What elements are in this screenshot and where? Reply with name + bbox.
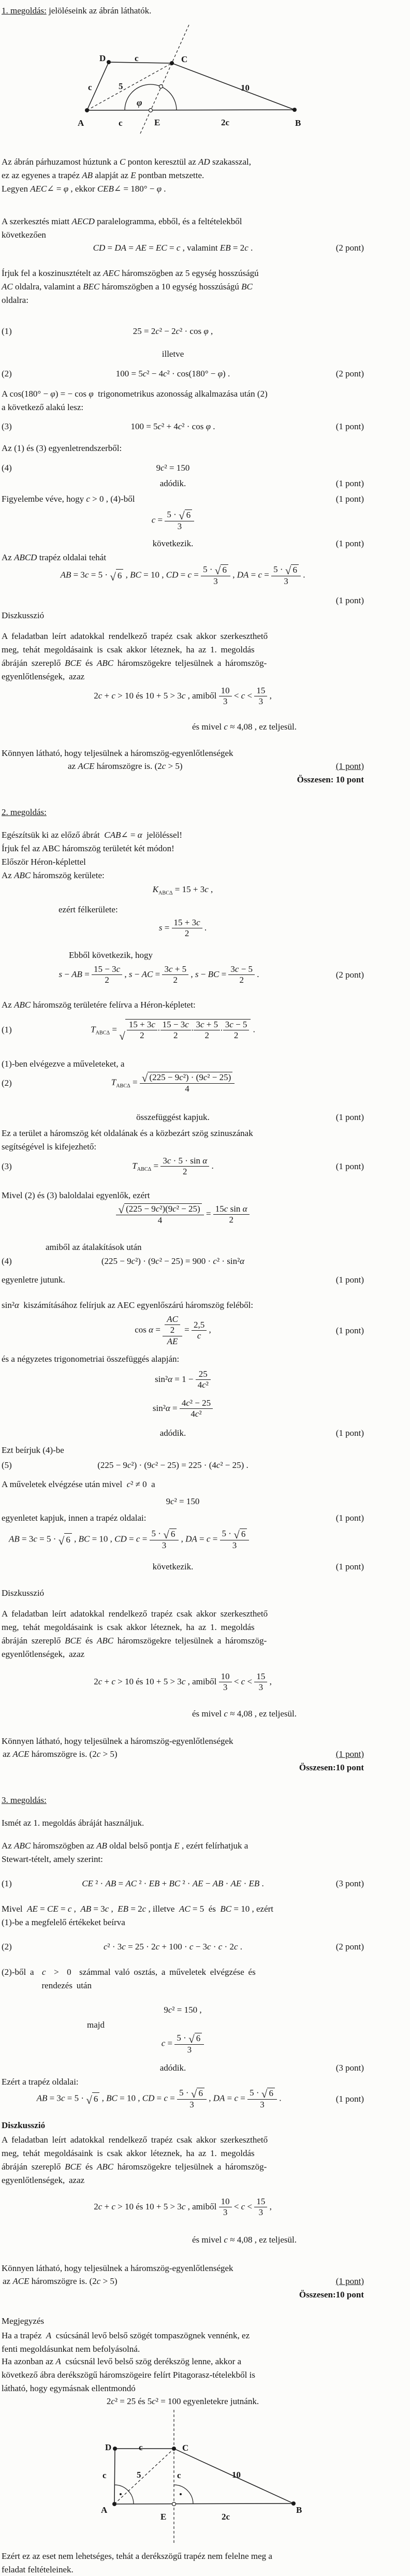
points-badge: (1 pont): [335, 1562, 364, 1571]
equation: 2c² = 25 és 5c² = 100 egyenletekre jutnánk.: [106, 2396, 259, 2406]
label-c-top: c: [135, 53, 139, 63]
equation: 25 = 2c² − 2c² · cos φ ,: [133, 326, 213, 336]
statement-row: [2, 493, 364, 505]
label-10: 10: [241, 83, 250, 93]
points-badge: (1 pont): [335, 1112, 364, 1122]
equation-number: (2): [2, 1942, 12, 1952]
paragraph: Ez a terület a háromszög két oldalának és a közbezárt szög szinuszának segítségével is kifejezhető:: [2, 1128, 253, 1152]
equation-number: (1): [2, 1025, 12, 1035]
vertex-dot-c: [170, 61, 174, 65]
paragraph: A feladatban leírt adatokkal rendelkező trapéz csak akkor szerkeszthető meg, tehát megoldásaink is csak akkor léteznek, ha az 1. megoldás ábráján szereplő BCE és ABC háromszögekre teljesülnek a háromszög- egyenlőtlenségek, azaz: [2, 2135, 268, 2185]
statement-row: [2, 760, 364, 773]
points-row: [2, 594, 364, 607]
points-badge: (2 pont): [335, 243, 364, 253]
label-5: 5: [137, 2470, 141, 2480]
result-word: következik.: [152, 539, 194, 548]
equation-row: [2, 1019, 364, 1041]
paragraph: Írjuk fel az ABC háromszög területét két módon!: [2, 843, 174, 853]
points-badge: (1 pont): [335, 494, 364, 504]
connector-word: illetve: [162, 349, 184, 359]
paragraph: Könnyen látható, hogy teljesülnek a háromszög-egyenlőtlenségek: [2, 2263, 233, 2273]
total-points: Összesen:10 pont: [299, 1763, 364, 1772]
remark-heading: Megjegyzés: [2, 2316, 45, 2326]
points-badge: (1 pont): [335, 1161, 364, 1171]
vertex-dot-a: [85, 108, 89, 112]
statement: Figyelembe véve, hogy c > 0 , (4)-ből: [2, 494, 135, 504]
equation-row: [2, 1369, 364, 1391]
equation-row: [2, 1255, 364, 1268]
label-5: 5: [119, 81, 123, 91]
statement: egyenletet kapjuk, innen a trapéz oldalai:: [2, 1513, 147, 1523]
equation: 9c² = 150 ,: [164, 2005, 202, 2015]
result-word: következik.: [152, 1562, 194, 1571]
paragraph: Könnyen látható, hogy teljesülnek a háromszög-egyenlőtlenségek: [2, 1736, 233, 1746]
equation-number: (3): [2, 1161, 12, 1171]
paragraph: Először Héron-képlettel: [2, 857, 86, 867]
equation: 100 = 5c² + 4c² · cos φ .: [130, 421, 215, 431]
statement: és mivel c ≈ 4,08 , ez teljesül.: [192, 1709, 297, 1719]
equation: AB = 3c = 5 · √ 6 , BC = 10 , CD = c = 5 · √ 6 3 , DA = c = 5 · √ 6 3 .: [36, 2087, 282, 2109]
paragraph: Egészítsük ki az előző ábrát CAB∠ = α jelöléssel!: [2, 830, 183, 840]
equation-row: [2, 1529, 364, 1551]
paragraph: Mivel (2) és (3) baloldalai egyenlők, ezért: [2, 1190, 150, 1200]
equation-row: [2, 510, 364, 532]
points-badge: (1 pont): [335, 595, 364, 605]
label-c-vertex: C: [182, 2443, 189, 2453]
point-e-marker: [149, 109, 153, 112]
statement: az ACE háromszögre is. (2c > 5): [68, 761, 183, 771]
label-e: E: [160, 2512, 167, 2522]
points-badge: (1 pont): [335, 478, 364, 488]
label-b: B: [295, 118, 301, 128]
statement: az ACE háromszögre is. (2c > 5): [3, 1749, 118, 1759]
equation-number: (5): [2, 1460, 12, 1470]
equation-row: [2, 1459, 364, 1472]
points-badge: (2 pont): [335, 1942, 364, 1952]
equation: s = $\frac{15 + 3c}{2}$ .: [158, 918, 207, 939]
points-badge: (3 pont): [335, 2063, 364, 2073]
paragraph: és a négyzetes trigonometriai összefüggés alapján:: [2, 1354, 180, 1364]
points-badge: (1 pont): [335, 421, 364, 431]
points-badge: (3 pont): [335, 1879, 364, 1888]
statement: és mivel c ≈ 4,08 , ez teljesül.: [192, 2235, 297, 2245]
statement-row: [2, 1512, 364, 1524]
equation-row: [2, 462, 364, 474]
trapezoid-diagram-1: [0, 19, 410, 138]
connector-row: [2, 348, 364, 360]
points-badge: (1 pont): [335, 2276, 364, 2286]
inequality: 2c + c > 10 és 10 + 5 > 3c , amiből $\frac{10}{3}$ < c < $\frac{15}{3}$ ,: [94, 1671, 272, 1693]
paragraph: Az ábrán párhuzamost húztunk a C ponton keresztül az AD szakasszal, ez az egyenes a trapéz AB alapját az E pontban metszette.: [2, 157, 252, 180]
equation: CE ² · AB = AC ² · EB + BC ² · AE − AB · AE · EB .: [82, 1879, 264, 1888]
points-badge: (2 pont): [335, 369, 364, 379]
result-row: [2, 477, 364, 490]
points-badge: (1 pont): [335, 1325, 364, 1335]
paragraph: Ismét az 1. megoldás ábráját használjuk.: [2, 1818, 144, 1828]
equation-row: [2, 368, 364, 380]
vertex-dot-c: [172, 2447, 176, 2451]
right-angle-dot-a: [120, 2493, 122, 2495]
points-badge: (1 pont): [335, 1275, 364, 1285]
paragraph: A feladatban leírt adatokkal rendelkező trapéz csak akkor szerkeszthető meg, tehát megoldásaink is csak akkor léteznek, ha az 1. megoldás ábráján szereplő BCE és ABC háromszögekre teljesülnek a háromszög- egyenlőtlenségek, azaz: [2, 631, 268, 681]
points-badge: (1 pont): [335, 2093, 364, 2104]
diagonal-ac-dashed: [114, 2449, 174, 2504]
point-e-marker: [172, 2502, 176, 2506]
equation-number: (1): [2, 1879, 12, 1888]
equation-row: [2, 2088, 364, 2110]
solution1-heading-label: 1. megoldás:: [2, 6, 47, 16]
paragraph: Ebből következik, hogy: [69, 950, 153, 960]
label-2c: 2c: [222, 2512, 230, 2522]
label-e: E: [154, 118, 160, 127]
result-row: [2, 1561, 364, 1573]
statement-row: [2, 1748, 364, 1760]
vertex-dot-d: [107, 60, 111, 64]
equation: (225 − 9c²) · (9c² − 25) = 225 · (4c² − 25) .: [97, 1460, 248, 1470]
solution3-heading-label: 3. megoldás:: [2, 1795, 47, 1805]
equation: c² · 3c = 25 · 2c + 100 · c − 3c · c · 2c .: [103, 1942, 243, 1952]
equation-row: [2, 564, 364, 587]
discussion-heading: Diszkusszió: [2, 610, 45, 620]
angle-arc-phi: [125, 84, 177, 110]
equation: AB = 3c = 5 · √ 6 , BC = 10 , CD = c = 5 · √ 6 3 , DA = c = 5 · √ 6 3 .: [60, 564, 305, 586]
solution2-heading-label: 2. megoldás:: [2, 807, 47, 817]
paragraph: A szerkesztés miatt AECD paralelogramma, ebből, és a feltételekből következően: [2, 216, 242, 240]
statement: és mivel c ≈ 4,08 , ez teljesül.: [192, 722, 297, 732]
inequality: 2c + c > 10 és 10 + 5 > 3c , amiből $\frac{10}{3}$ < c < $\frac{15}{3}$ ,: [94, 2196, 272, 2218]
solution1-heading-rest: jelöléseink az ábrán láthatók.: [46, 6, 152, 16]
label-phi: φ: [137, 97, 142, 108]
paragraph: Legyen AEC∠ = φ , ekkor CEB∠ = 180° − φ .: [2, 184, 166, 194]
paragraph: Az ABC háromszög területére felírva a Héron-képletet:: [2, 1000, 196, 1010]
equation: $K_{ABC\Delta} = 15 + 3c$ ,: [152, 884, 213, 896]
points-badge: (2 pont): [335, 969, 364, 980]
equation: 9c² = 150: [156, 463, 190, 473]
inequality-row: [2, 686, 364, 707]
statement-row: [2, 1274, 364, 1286]
paragraph: Az ABC háromszögben az AB oldal belső pontja E , ezért felírhatjuk a Stewart-tételt, amely szerint:: [2, 1841, 248, 1864]
equation-number: (1): [2, 326, 12, 336]
right-angle-arc-e: [174, 2485, 193, 2504]
label-c-vertex: C: [181, 54, 188, 64]
label-b: B: [296, 2505, 302, 2515]
equation: (225 − 9c²) · (9c² − 25) = 900 · c² · sin²α: [101, 1256, 245, 1266]
paragraph: Mivel AE = CE = c , AB = 3c , EB = 2c , illetve AC = 5 és BC = 10 , ezért (1)-be a megfelelő értékeket beírva: [2, 1904, 274, 1927]
inequality-row: [2, 2196, 364, 2218]
statement: egyenletre jutunk.: [2, 1275, 65, 1285]
equation-number: (4): [2, 1256, 12, 1266]
statement-row: [2, 2234, 364, 2246]
equation-row: [2, 1941, 364, 1953]
label-c-mid: c: [177, 2470, 181, 2480]
solution2-heading: [2, 806, 364, 819]
paragraph: A feladatban leírt adatokkal rendelkező trapéz csak akkor szerkeszthető meg, tehát megoldásaink is csak akkor léteznek, ha az 1. megoldás ábráján szereplő BCE és ABC háromszögekre teljesülnek a háromszög- egyenlőtlenségek, azaz: [2, 1609, 268, 1659]
paragraph: Ezért a trapéz oldalai:: [2, 2077, 79, 2087]
solution1-heading: [2, 4, 364, 17]
equation: cos α = $\frac{\frac{AC}{2}}{AE}$ = $\frac{2,5}{c}$ ,: [135, 1314, 211, 1346]
label-d: D: [99, 53, 106, 63]
vertex-dot-a: [112, 2502, 116, 2506]
equation: c = 5 · √ 6 3: [30, 510, 316, 532]
statement-row: [2, 2275, 364, 2288]
equation-row: [2, 2395, 364, 2408]
paragraph: (2)-ből a c > 0 számmal való osztás, a műveletek elvégzése és rendezés után: [2, 1967, 256, 1990]
equation: $T_{ABC\Delta}$ = $\frac{\text{3c · 5 · sin α}}{2}$ .: [132, 1156, 214, 1177]
equation-number: (3): [2, 421, 12, 431]
total-points: Összesen:10 pont: [299, 2290, 364, 2300]
equation: c = 5 · √ 6 3: [2, 2033, 364, 2055]
solution3-heading: [2, 1794, 364, 1807]
label-c-bottom: c: [119, 118, 123, 128]
equation-row: [2, 1072, 364, 1094]
vertex-dot-d: [113, 2447, 117, 2451]
paragraph: A műveletek elvégzése után mivel c² ≠ 0 a: [2, 1479, 155, 1489]
discussion-heading: Diszkusszió: [2, 2120, 46, 2130]
paragraph: Könnyen látható, hogy teljesülnek a háromszög-egyenlőtlenségek: [2, 748, 233, 758]
points-badge: (1 pont): [335, 761, 364, 771]
equation: AB = 3c = 5 · √ 6 , BC = 10 , CD = c = 5 · √ 6 3 , DA = c = 5 · √ 6 3: [2, 1529, 364, 1551]
paragraph: Ha azonban az A csúcsnál levő belső szög derékszög lenne, akkor a következő ábra derékszögű háromszögeire felírt Pitagorasz-tételekből is látható, hogy egymásnak ellentmondó: [2, 2356, 255, 2393]
paragraph: A cos(180° − φ) = − cos φ trigonometrikus azonosság alkalmazása után (2) a következő alakú lesz:: [2, 389, 268, 412]
vertex-dot-b: [292, 108, 297, 112]
equation: $T_{ABC\Delta}$ = √ 15 + 3c 2 · 15 − 3c 2 · 3c + 5 2 · 3c − 5 2 .: [91, 1020, 255, 1042]
statement-row: [2, 1708, 364, 1720]
equation: sin²α = $\frac{\text{4c² − 25}}{\text{4c²}}$: [2, 1398, 364, 1420]
discussion-heading: Diszkusszió: [2, 1588, 45, 1598]
points-badge: (1 pont): [335, 1428, 364, 1438]
statement-row: [2, 721, 364, 733]
points-badge: (1 pont): [335, 1749, 364, 1759]
equation-row: [2, 1156, 364, 1177]
equation: 9c² = 150: [166, 1496, 200, 1506]
paragraph: Ha a trapéz A csúcsánál levő belső szögét tompaszögnek vennénk, ez fenti megoldásunkat nem befolyásolná.: [2, 2331, 250, 2354]
points-badge: (1 pont): [335, 1513, 364, 1523]
result-word: adódik.: [159, 1428, 186, 1438]
paragraph: Az ABCD trapéz oldalai tehát: [2, 552, 107, 562]
paragraph: Az (1) és (3) egyenletrendszerből:: [2, 443, 122, 453]
equation-number: (2): [2, 1078, 12, 1088]
equation-row: [2, 883, 364, 899]
label-c-left: c: [102, 2470, 107, 2480]
label-10: 10: [232, 2470, 241, 2480]
equation-number: (4): [2, 463, 12, 473]
result-word: adódik.: [159, 2063, 186, 2073]
line-through-c-e-dashed: [140, 25, 189, 134]
result-word: összefüggést kapjuk.: [136, 1112, 210, 1122]
total-points: Összesen: 10 pont: [297, 775, 364, 784]
equation-row: [2, 2033, 364, 2055]
result-row: [2, 2062, 364, 2074]
statement: az ACE háromszögre is. (2c > 5): [3, 2276, 118, 2286]
equation-row: [2, 420, 364, 433]
equation-row: [2, 918, 364, 939]
equation-row: [2, 964, 364, 986]
paragraph: ezért félkerülete:: [58, 905, 118, 914]
paragraph: Írjuk fel a koszinusztételt az AEC háromszögben az 5 egység hosszúságú AC oldalra, valamint a BEC háromszögben a 10 egység hosszúságú BC oldalra:: [2, 268, 259, 305]
label-a: A: [78, 118, 84, 128]
equation: √ (225 − 9 c ²)(9 c ² − 25) 4 = $\frac{\text{15c sin α}}{2}$: [2, 1203, 364, 1226]
arc-intersection-marker: [159, 85, 163, 89]
equation: $T_{ABC\Delta}$ = √ (225 − 9 c ²) · (9 c ² − 25) 4: [30, 1072, 316, 1094]
result-row: [2, 1427, 364, 1439]
inequality: 2c + c > 10 és 10 + 5 > 3c , amiből $\frac{10}{3}$ < c < $\frac{15}{3}$ ,: [94, 686, 272, 707]
equation-row: [2, 325, 364, 338]
right-trapezoid-diagram-2: [0, 2409, 410, 2550]
paragraph: Az ABC háromszög kerülete:: [2, 870, 105, 880]
equation-row: [2, 2004, 364, 2016]
paragraph: sin²α kiszámításához felírjuk az AEC egyenlőszárú háromszög feléből:: [2, 1300, 254, 1310]
equation-row: [2, 242, 364, 254]
right-angle-dot-e: [180, 2493, 182, 2495]
paragraph: (1)-ben elvégezve a műveleteket, a: [2, 1059, 125, 1069]
vertex-dot-b: [291, 2501, 296, 2506]
result-row: [2, 537, 364, 550]
label-a: A: [101, 2505, 108, 2515]
equation-number: (2): [2, 369, 12, 379]
equation-row: [2, 1314, 364, 1347]
label-d: D: [105, 2442, 112, 2452]
equation: s − AB = $\frac{15 - 3c}{2}$ , s − AC = $\frac{3c + 5}{2}$ , s − BC = $\frac{3c - 5}{2}$ .: [58, 964, 259, 985]
equation-row: [2, 1203, 364, 1226]
equation-row: [2, 1878, 364, 1890]
result-word: adódik.: [159, 478, 186, 488]
equation: sin²α = 1 − $\frac{25}{\text{4c²}}$: [2, 1369, 364, 1391]
points-badge: (1 pont): [335, 539, 364, 548]
label-2c: 2c: [221, 118, 230, 127]
equation-row: [2, 1495, 364, 1508]
connector-word: majd: [87, 2020, 105, 2030]
result-row: [2, 1111, 364, 1124]
right-angle-arc-a: [114, 2485, 134, 2504]
inequality-row: [2, 1671, 364, 1693]
label-c-left: c: [88, 82, 92, 92]
label-c-top: c: [139, 2442, 143, 2452]
paragraph: Ezt beírjuk (4)-be: [2, 1445, 64, 1455]
equation: 100 = 5c² − 4c² · cos(180° − φ) .: [115, 369, 230, 379]
equation: CD = DA = AE = EC = c , valamint EB = 2c .: [93, 243, 253, 253]
paragraph: amiből az átalakítások után: [46, 1242, 142, 1252]
equation-row: [2, 1398, 364, 1420]
paragraph: Ezért ez az eset nem lehetséges, tehát a derékszögű trapéz nem felelne meg a feladat feltételeinek.: [2, 2551, 272, 2574]
